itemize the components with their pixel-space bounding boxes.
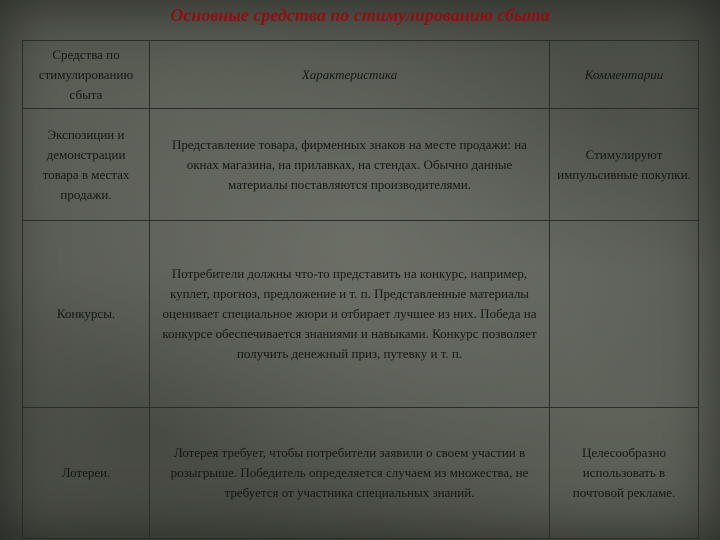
table-row	[23, 109, 699, 221]
table-row	[23, 408, 699, 539]
row-description-cell: Представление товара, фирменных знаков на месте продажи: на окнах магазина, на прилавках, на стендах. Обычно данные материалы поставляются производителями.	[150, 109, 550, 221]
row-comment-cell	[550, 221, 699, 408]
row-comment-cell: Целесообразно использовать в почтовой рекламе.	[550, 408, 699, 539]
promotion-means-table	[22, 40, 699, 539]
table-header-row	[23, 41, 699, 109]
header-comment: Комментарии	[550, 41, 699, 109]
header-description: Характеристика	[150, 41, 550, 109]
row-means-cell: Лотереи.	[23, 408, 150, 539]
row-means-cell: Конкурсы.	[23, 221, 150, 408]
row-description-cell: Лотерея требует, чтобы потребители заявили о своем участии в розыгрыше. Победитель определяется случаем из множества, не требуется от участника специальных знаний.	[150, 408, 550, 539]
row-means-cell: Экспозиции и демонстрации товара в местах продажи.	[23, 109, 150, 221]
header-means: Средства по стимулированию сбыта	[23, 41, 150, 109]
row-description-cell: Потребители должны что-то представить на конкурс, например, куплет, прогноз, предложение и т. п. Представленные материалы оценивает специальное жюри и отбирает лучшее из них. Победа на конкурсе обеспечивается знаниями и навыками. Конкурс позволяет получить денежный приз, путевку и т. п.	[150, 221, 550, 408]
table-row	[23, 221, 699, 408]
row-comment-cell: Стимулируют импульсивные покупки.	[550, 109, 699, 221]
slide-title: Основные средства по стимулированию сбыта	[170, 5, 550, 25]
